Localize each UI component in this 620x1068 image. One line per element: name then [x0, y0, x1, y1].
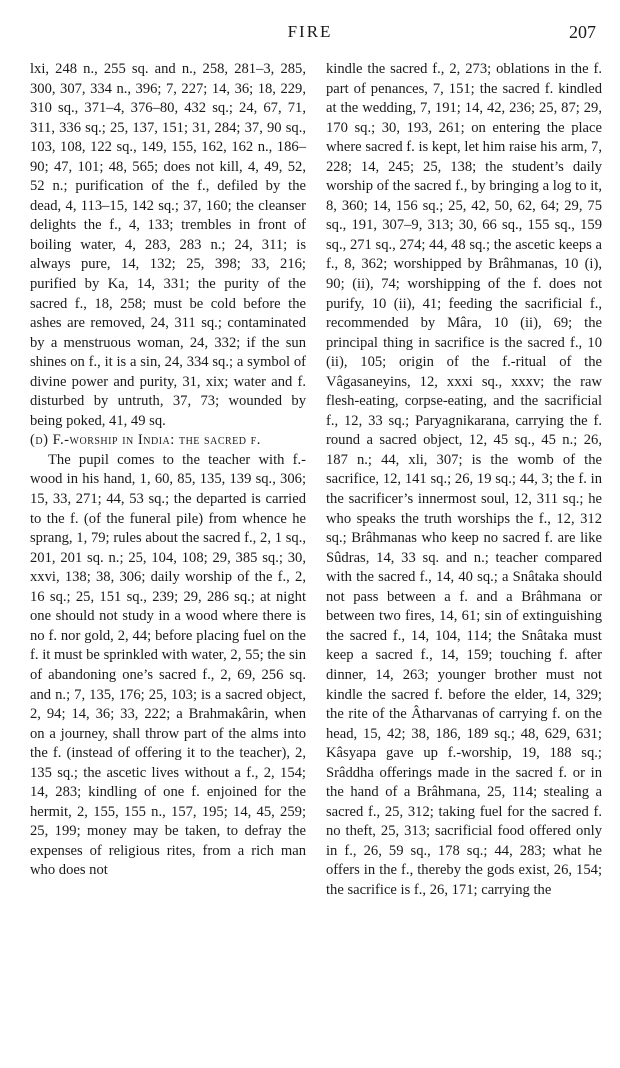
left-column: [30, 60, 306, 881]
index-entry-text: The pupil comes to the teacher with f.-wood in his hand, 1, 60, 85, 135, 139 sq., 306; 15, 33, 271; 44, 53 sq.; the departed is carried to the f. (of the funeral pile) from whence he sprang, 1, 79; rules about the sacred f., 2, 1 sq., 201, 201 sq. n.; 25, 104, 108; 29, 385 sq.; 30, xxvi, 138; 38, 306; daily worship of the f., 2, 16 sq.; 25, 151 sq., 239; 29, 286 sq.; at night one should not study in a wood where there is no f. nor gold, 2, 44; before placing fuel on the f. it must be sprinkled with water, 2, 55; the sin of abandoning one’s sacred f., 2, 69, 256 sq. and n.; 7, 135, 176; 25, 103; is a sacred object, 2, 94; 14, 36; 33, 222; a Brahmakârin, when on a journey, shall throw part of the alms into the f. (instead of offering it to the teacher), 2, 135 sq.; the ascetic lives without a f., 2, 154; 14, 283; kindling of one f. enjoined for the hermit, 2, 155, 155 n., 157, 195; 14, 45, 259; 25, 199; money may be taken, to defray the expenses of religious rites, from a rich man who does not: [30, 451, 306, 879]
page-header: [0, 22, 620, 48]
index-entry-text: kindle the sacred f., 2, 273; oblations in the f. part of penances, 7, 151; the sacred f. kindled at the wedding, 7, 191; 14, 42, 236; 25, 87; 29, 170 sq.; 30, 193, 261; on entering the place where sacred f. is kept, let him raise his arm, 7, 228; 14, 245; 25, 138; the student’s daily worship of the sacred f., by bringing a log to it, 8, 360; 14, 156 sq.; 25, 42, 50, 62, 64; 29, 75 sq., 191, 307–9, 313; 30, 66 sq., 155 sq., 159 sq., 271 sq., 274; 44, 48 sq.; the ascetic keeps a f., 8, 362; worshipped by Brâhmanas, 10 (i), 90; (ii), 74; worshipping of the f. does not purify, 10 (ii), 41; feeding the sacrificial f., recommended by Mâra, 10 (ii), 69; the principal thing in sacrifice is the sacred f., 10 (ii), 105; origin of the f.-ritual of the Vâgasaneyins, 12, xxxi sq., xxxv; the raw flesh-eating, corpse-eating, and the sacrificial f., 12, 33 sq.; Paryagnikarana, carrying the f. round a sacred object, 12, 45 sq., 45 n.; 26, 187 n.; 44, xli, 307; is the womb of the sacrifice, 12, 141 sq.; 26, 19 sq.; 44, 3; the f. in the sacrificer’s innermost soul, 12, 311 sq.; he who speaks the truth worships the f., 12, 312 sq.; Brâhmanas who keep no sacred f. are like Sûdras, 14, 33 sq. and n.; teacher compared with the sacred f., 14, 40 sq.; a Snâtaka should not pass between a f. and a Brâhmana or between two fires, 14, 61; sin of extinguishing the sacred f., 14, 104, 114; the Snâtaka must keep a sacred f., 14, 159; touching f. after dinner, 14, 263; younger brother must not kindle the sacred f. before the elder, 14, 329; the rite of the Âtharvanas of carrying f. on the head, 15, 42; 38, 186, 189 sq.; 48, 629, 631; Kâsyapa gave up f.-worship, 19, 188 sq.; Srâddha offerings made in the sacred f. or in the hand of a Brâhmana, 25, 114; stealing a sacred f., 25, 312; taking fuel for the sacred f. no theft, 25, 313; sacrificial food offered only in f., 26, 59 sq., 178 sq.; 44, 283; what he offers in the f., thereby the gods exist, 26, 154; the sacrifice is f., 26, 171; carrying the: [326, 61, 602, 898]
page-number: 207: [569, 22, 596, 42]
running-title: FIRE: [287, 22, 333, 41]
index-entry-text: lxi, 248 n., 255 sq. and n., 258, 281–3, 285, 300, 307, 334 n., 396; 7, 227; 14, 36; 18, 229, 310 sq., 371–4, 376–80, 432 sq.; 24, 67, 71, 311, 336 sq.; 25, 137, 151; 31, 284; 37, 90 sq., 103, 108, 122 sq., 149, 155, 162, 162 n., 186–90; 47, 101; 48, 565; does not kill, 4, 49, 52, 52 n.; purification of the f., defiled by the dead, 4, 113–15, 142 sq.; 37, 160; the cleanser delights the f., 4, 133; trembles in front of boiling water, 4, 283, 283 n.; 24, 311; is always pure, 14, 132; 25, 398; 33, 216; purified by Ka, 14, 331; the purity of the sacred f., 18, 258; must be cold before the ashes are removed, 24, 311 sq.; contaminated by a menstruous woman, 24, 332; if the sun shines on f., it is a sin, 24, 334 sq.; a symbol of divine power and purity, 31, xix; water and f. disturbed by untruth, 37, 73; wounded by being poked, 41, 49 sq.: [30, 61, 306, 429]
section-heading: (d) F.-worship in India: the sacred f.: [30, 432, 261, 449]
right-column: [326, 60, 602, 901]
